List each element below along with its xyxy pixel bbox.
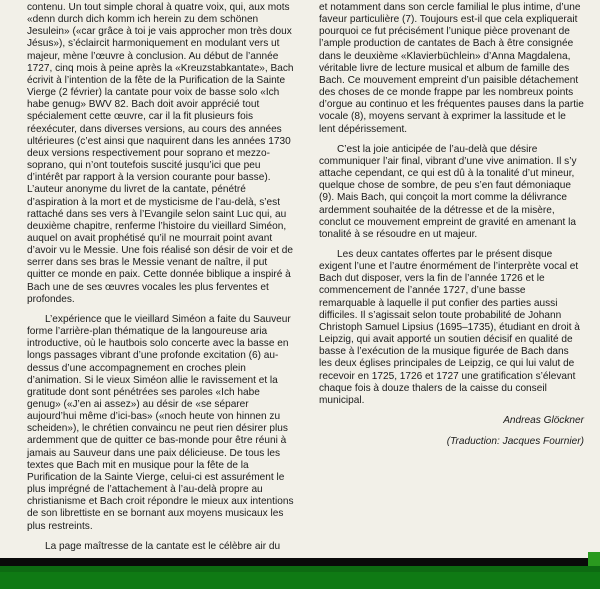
paragraph: C’est la joie anticipée de l’au-delà que désire communiquer l’air final, vibrant d’une vive animation. Il s’y attache cependant, ce qui est dû à la tonalité d’ut mineur, quelque chose de sombre, de peu s’en faut démoniaque (9). Mais Bach, qui conçoit la mort comme la délivrance ardemment souhaitée de la détresse et de la misère, conclut ce mouvement empreint de gravité en amenant la tonalité à se résoudre en ut majeur. [319,143,577,240]
paragraph: et notamment dans son cercle familial le plus intime, d’une faveur particulière (7). Toujours est-il que cela expliquerait pourquoi ce fut précisément l’unique pièce provenant de l’ample production de cantates de Bach à être consignée dans le deuxième «Klavierbüchlein» d’Anna Magdalena, véritable livre de lecture musical et album de famille des Bach. Ce mouvement empreint d’un paisible détachement des choses de ce monde frappe par les nombreux points d’orgue au continuo et les fréquentes pauses dans la partie vocale (8), moyens servant à exprimer la lassitude et le lent dépérissement. [319,2,584,135]
translator-credit: (Traduction: Jacques Fournier) [446,435,584,447]
paragraph: La page maîtresse de la cantate est le célèbre air du [45,540,281,552]
paragraph: Les deux cantates offertes par le présent disque exigent l’une et l’autre énormément de l’interprète vocal et Bach dut disposer, vers la fin de l’année 1726 et le commencement de l’année 1727, d’une basse remarquable à laquelle il put confier des parties aussi difficiles. Il s’agissait selon toute probabilité de Johann Christoph Samuel Lipsius (1695–1735), étudiant en droit à Leipzig, qui avait apporté un soutien décisif en qualité de basse à l’exécution de la musique figurée de Bach dans les deux églises principales de Leipzig, ce qui lui valut de recevoir en 1725, 1726 et 1727 une gratification s’élevant chaque fois à douze thalers de la caisse du conseil municipal. [319,248,580,406]
author-name: Andreas Glöckner [503,415,584,426]
scan-edge-mark [588,552,600,566]
paragraph: L’expérience que le vieillard Siméon a faite du Sauveur forme l’arrière-plan thématique de la langoureuse aria introductive, où le hautbois solo concerte avec la basse en longs passages vibrant d’une profonde excitation (6) au-dessus d’une accompagnement en croches plein d’animation. Si le vieux Siméon allie le ravissement et la gratitude dont sont pénétrées ses paroles «Ich habe genug» («J’en ai assez») au désir de «se séparer aujourd’hui même d’ici-bas» («noch heute von hinnen zu scheiden»), le chrétien convaincu ne peut rien désirer plus ardemment que de quitter ce bas-monde pour être réuni à jamais au Sauveur dans une paix délicieuse. De tous les textes que Bach mit en musique pour la fête de la Purification de la Sainte Vierge, celui-ci est assurément le plus imprégné de l’attachement à l’au-delà propre au christianisme et Bach croit répondre le mieux aux intentions de son librettiste en se bornant aux moyens musicaux les plus restreints. [27,313,294,532]
right-column [319,2,584,456]
paragraph: contenu. Un tout simple choral à quatre voix, qui, aux mots «denn durch dich komm ich herein zu dem schönen Jesulein» («car grâce à toi je vais approcher mon très doux Jésus»), s’éclaircit harmoniquement en modulant vers ut majeur, mène l’œuvre à conclusion. Au début de l’année 1727, cinq mois à peine après la «Kreuzstabkantate», Bach écrivit à l’intention de la fête de la Purification de la Sainte Vierge (2 février) la cantate pour voix de basse solo «Ich habe genug» BWV 82. Bach doit avoir apprécié tout spécialement cette œuvre, car il la fit plusieurs fois réexécuter, dans diverses versions, au cours des années ultérieures (c’est ainsi que naquirent dans les années 1730 deux versions respectivement pour soprano et mezzo-soprano, qui n’ont toutefois suscité jusqu’ici que peu d’intérêt par rapport à la version courante pour basse). L’auteur anonyme du livret de la cantate, pénétré d’aspiration à la mort et de mysticisme de l’au-delà, s’est rattaché dans ses vers à l’Evangile selon saint Luc qui, au deuxième chapitre, renferme l’histoire du vieillard Siméon, auquel on avait prophétisé qu’il ne mourrait point avant d’avoir vu le Messie. Une fois réalisé son désir de voir et de serrer dans ses bras le Messie venant de naître, il put quitter ce monde en paix. Cette donnée biblique a inspiré à Bach une de ses œuvres vocales les plus ferventes et profondes. [27,2,294,305]
left-column [27,2,295,561]
scan-edge-dark [0,558,600,566]
scan-edge-green-bottom [0,572,600,589]
